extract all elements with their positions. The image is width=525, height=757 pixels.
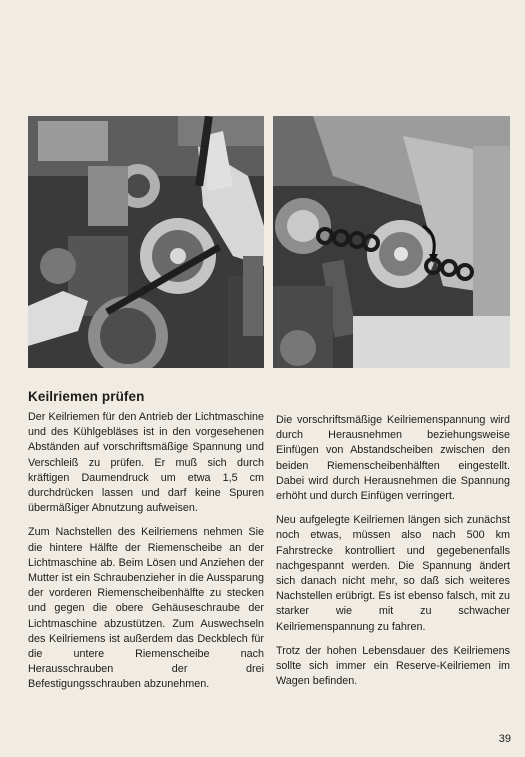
page-number: 39 <box>498 733 511 745</box>
text-column-left <box>28 410 264 702</box>
engine-photo-left <box>28 116 264 368</box>
text-column-right <box>276 413 510 698</box>
paragraph: Trotz der hohen Lebensdauer des Keilriemens sollte sich immer ein Reserve-Keilriemen im Wagen befinden. <box>276 644 510 688</box>
photo-belt-adjustment <box>28 116 264 368</box>
photo-pulley-washers <box>273 116 510 368</box>
paragraph: Neu aufgelegte Keilriemen längen sich zunächst noch etwas, müssen also nach 500 km Fahrstrecke kontrolliert und gegebenenfalls nachgespannt werden. Die Spannung ändert sich danach nicht mehr, so daß sich weiteres Nachstellen erübrigt. Es ist ebenso falsch, mit zu starker wie mit zu schwacher Keilriemenspannung zu fahren. <box>276 514 510 633</box>
section-title: Keilriemen prüfen <box>28 389 145 404</box>
paragraph: Zum Nachstellen des Keilriemens nehmen Sie die hintere Hälfte der Riemenscheibe an der Lichtmaschine ab. Beim Lösen und Anziehen der Mutter ist ein Schraubenzieher in die Aussparung der vorderen Riemenscheibenhälfte zu stecken und gegen die obere Gehäuseschraube der Lichtmaschine abzustützen. Zum Auswechseln des Keilriemens ist außerdem das Deckblech für die untere Riemenscheibe nach Herausschrauben der drei Befestigungsschrauben abzunehmen. <box>28 526 264 691</box>
paragraph: Die vorschriftsmäßige Keilriemenspannung wird durch Herausnehmen beziehungsweise Einfügen von Abstandscheiben zwischen den beiden Riemenscheibenhälften eingestellt. Dabei wird durch Herausnehmen die Spannung erhöht und durch Einfügen verringert. <box>276 414 510 503</box>
paragraph: Der Keilriemen für den Antrieb der Lichtmaschine und des Kühlgebläses ist in den vorgesehenen Abständen auf vorschriftsmäßige Spannung und Verschleiß zu prüfen. Er muß sich durch kräftigen Daumendruck um etwa 1,5 cm durchdrücken lassen und darf keine Spuren übermäßiger Abnutzung aufweisen. <box>28 411 264 515</box>
engine-photo-right <box>273 116 510 368</box>
